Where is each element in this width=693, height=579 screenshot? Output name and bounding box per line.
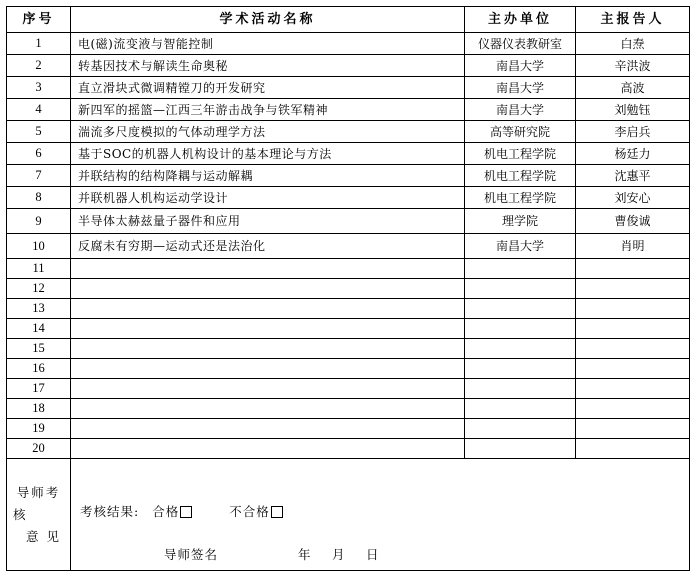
fail-checkbox[interactable]: [271, 506, 283, 518]
table-row: [7, 259, 690, 279]
cell-reporter: [576, 279, 690, 299]
table-row: [7, 379, 690, 399]
table-row: [7, 55, 690, 77]
cell-title: 电(磁)流变液与智能控制: [71, 33, 465, 55]
cell-title: 反腐未有穷期—运动式还是法治化: [71, 234, 465, 259]
cell-title: [71, 279, 465, 299]
cell-title: [71, 399, 465, 419]
cell-no: 9: [7, 209, 71, 234]
table-row: [7, 319, 690, 339]
cell-reporter: 沈惠平: [576, 165, 690, 187]
cell-organizer: [465, 399, 576, 419]
cell-title: 半导体太赫兹量子器件和应用: [71, 209, 465, 234]
review-row: [7, 459, 690, 571]
cell-organizer: [465, 299, 576, 319]
cell-title: [71, 419, 465, 439]
cell-reporter: 高波: [576, 77, 690, 99]
cell-no: 19: [7, 419, 71, 439]
cell-no: 17: [7, 379, 71, 399]
cell-no: 5: [7, 121, 71, 143]
cell-no: 11: [7, 259, 71, 279]
cell-title: 并联机器人机构运动学设计: [71, 187, 465, 209]
header-organizer: 主办单位: [465, 7, 576, 33]
table-row: [7, 419, 690, 439]
cell-title: 基于SOC的机器人机构设计的基本理论与方法: [71, 143, 465, 165]
cell-reporter: 白焘: [576, 33, 690, 55]
cell-organizer: [465, 319, 576, 339]
cell-title: 并联结构的结构降耦与运动解耦: [71, 165, 465, 187]
table-header-row: [7, 7, 690, 33]
cell-reporter: 杨廷力: [576, 143, 690, 165]
table-row: [7, 439, 690, 459]
table-row: [7, 234, 690, 259]
cell-no: 8: [7, 187, 71, 209]
table-row: [7, 99, 690, 121]
cell-no: 1: [7, 33, 71, 55]
cell-reporter: 曹俊诚: [576, 209, 690, 234]
signature-label: 导师签名: [164, 547, 219, 562]
cell-no: 7: [7, 165, 71, 187]
review-result-label: 考核结果:: [80, 504, 140, 519]
cell-reporter: [576, 419, 690, 439]
cell-no: 10: [7, 234, 71, 259]
table-row: [7, 359, 690, 379]
table-row: [7, 187, 690, 209]
header-reporter: 主报告人: [576, 7, 690, 33]
cell-organizer: 机电工程学院: [465, 187, 576, 209]
cell-no: 15: [7, 339, 71, 359]
review-result-line: [80, 506, 283, 519]
cell-no: 3: [7, 77, 71, 99]
table-row: [7, 77, 690, 99]
review-label-cell: [7, 459, 71, 571]
cell-reporter: [576, 399, 690, 419]
table-row: [7, 299, 690, 319]
table-row: [7, 279, 690, 299]
cell-organizer: [465, 379, 576, 399]
cell-title: [71, 359, 465, 379]
month-label: 月: [332, 547, 346, 562]
cell-organizer: [465, 339, 576, 359]
table-row: [7, 121, 690, 143]
cell-no: 13: [7, 299, 71, 319]
cell-title: [71, 259, 465, 279]
cell-organizer: 高等研究院: [465, 121, 576, 143]
review-label-line3: 意 见: [26, 528, 61, 544]
cell-organizer: 机电工程学院: [465, 165, 576, 187]
cell-reporter: 辛洪波: [576, 55, 690, 77]
cell-title: [71, 319, 465, 339]
cell-organizer: 南昌大学: [465, 234, 576, 259]
fail-label: 不合格: [229, 504, 270, 519]
cell-title: 直立滑块式微调精镗刀的开发研究: [71, 77, 465, 99]
cell-organizer: 仪器仪表教研室: [465, 33, 576, 55]
cell-reporter: 李启兵: [576, 121, 690, 143]
table-body: [7, 33, 690, 459]
cell-no: 2: [7, 55, 71, 77]
academic-activity-table: [6, 6, 690, 571]
table-row: [7, 339, 690, 359]
cell-no: 4: [7, 99, 71, 121]
cell-organizer: 南昌大学: [465, 77, 576, 99]
table-row: [7, 33, 690, 55]
cell-no: 12: [7, 279, 71, 299]
cell-reporter: [576, 379, 690, 399]
fail-option[interactable]: [229, 506, 283, 519]
cell-organizer: 理学院: [465, 209, 576, 234]
header-no: 序号: [7, 7, 71, 33]
cell-no: 6: [7, 143, 71, 165]
table-row: [7, 209, 690, 234]
cell-reporter: [576, 299, 690, 319]
cell-reporter: [576, 319, 690, 339]
cell-title: 转基因技术与解读生命奥秘: [71, 55, 465, 77]
cell-organizer: 机电工程学院: [465, 143, 576, 165]
cell-reporter: 刘勉钰: [576, 99, 690, 121]
cell-no: 16: [7, 359, 71, 379]
cell-organizer: 南昌大学: [465, 55, 576, 77]
year-label: 年: [298, 547, 312, 562]
signature-line: [164, 549, 380, 562]
cell-reporter: [576, 339, 690, 359]
cell-organizer: [465, 359, 576, 379]
cell-organizer: [465, 279, 576, 299]
cell-reporter: 刘安心: [576, 187, 690, 209]
pass-label: 合格: [152, 504, 180, 519]
table-row: [7, 143, 690, 165]
review-label-line1: 导师考: [16, 484, 61, 500]
day-label: 日: [366, 547, 380, 562]
cell-no: 20: [7, 439, 71, 459]
table-row: [7, 165, 690, 187]
cell-title: [71, 339, 465, 359]
cell-title: [71, 379, 465, 399]
cell-organizer: [465, 259, 576, 279]
table-row: [7, 399, 690, 419]
cell-title: 湍流多尺度模拟的气体动理学方法: [71, 121, 465, 143]
cell-reporter: 肖明: [576, 234, 690, 259]
cell-no: 14: [7, 319, 71, 339]
pass-option[interactable]: [152, 506, 192, 519]
review-label-line2: 核: [13, 506, 28, 522]
cell-organizer: [465, 419, 576, 439]
cell-no: 18: [7, 399, 71, 419]
review-content-cell: [71, 459, 690, 571]
cell-title: 新四军的摇篮—江西三年游击战争与铁军精神: [71, 99, 465, 121]
header-title: 学术活动名称: [71, 7, 465, 33]
cell-organizer: [465, 439, 576, 459]
cell-organizer: 南昌大学: [465, 99, 576, 121]
pass-checkbox[interactable]: [180, 506, 192, 518]
cell-reporter: [576, 359, 690, 379]
cell-title: [71, 299, 465, 319]
cell-reporter: [576, 259, 690, 279]
cell-title: [71, 439, 465, 459]
cell-reporter: [576, 439, 690, 459]
